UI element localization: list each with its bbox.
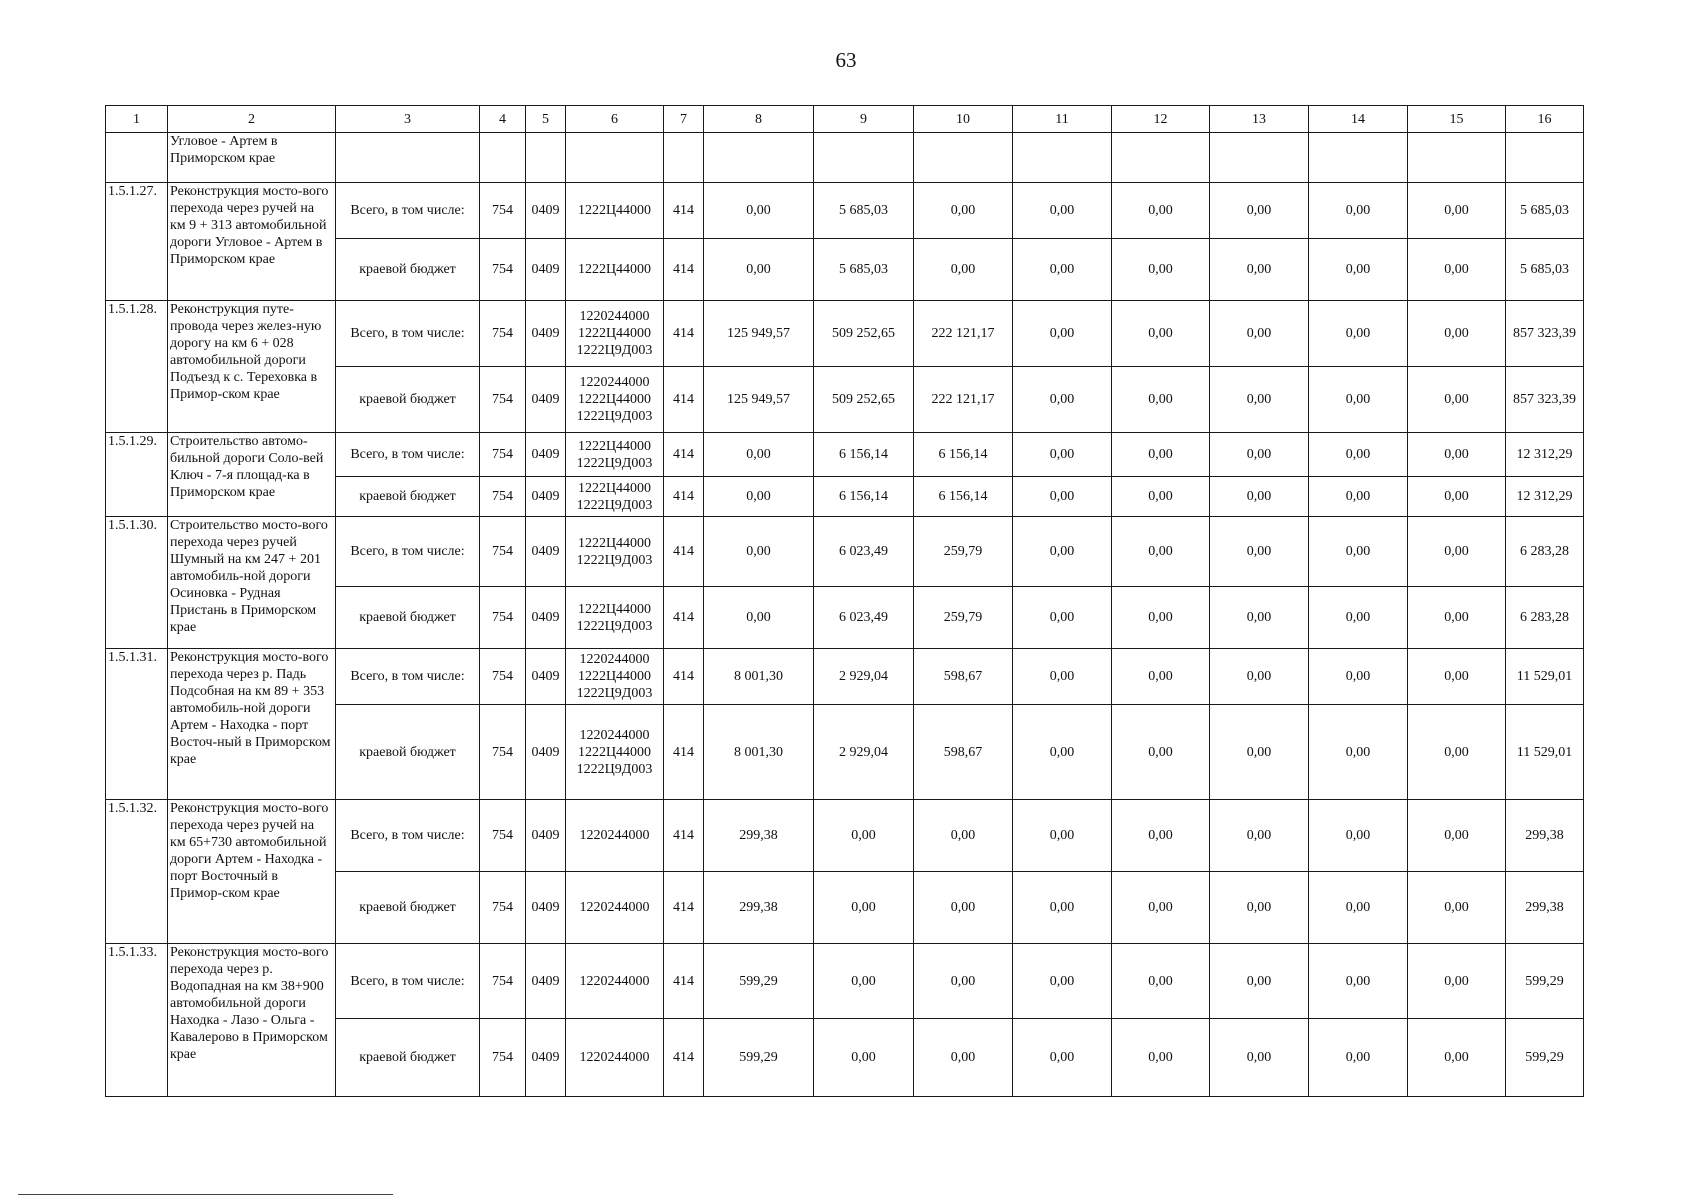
amount-cell-col-10: 0,00 bbox=[914, 183, 1013, 239]
amount-cell-col-13: 0,00 bbox=[1210, 872, 1309, 944]
amount-cell-col-12: 0,00 bbox=[1112, 239, 1210, 301]
amount-cell-col-14: 0,00 bbox=[1309, 433, 1408, 477]
amount-cell-col-8: 299,38 bbox=[704, 872, 814, 944]
target-article-line: 1222Ц9Д003 bbox=[576, 552, 653, 568]
amount-cell-col-9: 5 685,03 bbox=[814, 183, 914, 239]
column-header-12: 12 bbox=[1112, 106, 1210, 133]
amount-cell-col-11: 0,00 bbox=[1013, 301, 1112, 367]
amount-cell-col-8: 0,00 bbox=[704, 183, 814, 239]
amount-cell-col-9: 2 929,04 bbox=[814, 705, 914, 800]
column-header-14: 14 bbox=[1309, 106, 1408, 133]
target-article-cell bbox=[566, 477, 664, 517]
amount-cell-col-11: 0,00 bbox=[1013, 800, 1112, 872]
target-article-line: 1222Ц44000 bbox=[577, 601, 652, 617]
target-article-cell bbox=[566, 239, 664, 301]
column-header-11: 11 bbox=[1013, 106, 1112, 133]
funding-source-cell: краевой бюджет bbox=[336, 1019, 480, 1097]
amount-cell-col-15: 0,00 bbox=[1408, 649, 1506, 705]
item-number-cell: 1.5.1.27. bbox=[106, 183, 168, 301]
target-article-line: 1220244000 bbox=[579, 309, 650, 324]
empty-cell bbox=[704, 133, 814, 183]
amount-cell-col-14: 0,00 bbox=[1309, 301, 1408, 367]
target-article-cell bbox=[566, 367, 664, 433]
expense-type-cell: 414 bbox=[664, 944, 704, 1019]
amount-cell-col-16: 857 323,39 bbox=[1506, 301, 1584, 367]
target-article-cell bbox=[566, 1019, 664, 1097]
item-number-cell: 1.5.1.32. bbox=[106, 800, 168, 944]
amount-cell-col-10: 598,67 bbox=[914, 705, 1013, 800]
ministry-code-cell: 754 bbox=[480, 517, 526, 587]
amount-cell-col-10: 0,00 bbox=[914, 1019, 1013, 1097]
amount-cell-col-13: 0,00 bbox=[1210, 705, 1309, 800]
target-article-line: 1220244000 bbox=[579, 727, 650, 743]
target-article-line: 1220244000 bbox=[579, 828, 650, 843]
column-header-6: 6 bbox=[566, 106, 664, 133]
amount-cell-col-14: 0,00 bbox=[1309, 944, 1408, 1019]
amount-cell-col-10: 222 121,17 bbox=[914, 301, 1013, 367]
funding-source-cell: Всего, в том числе: bbox=[336, 183, 480, 239]
target-article-line: 1222Ц44000 bbox=[577, 480, 652, 496]
amount-cell-col-16: 599,29 bbox=[1506, 1019, 1584, 1097]
amount-cell-col-15: 0,00 bbox=[1408, 183, 1506, 239]
target-article-line: 1222Ц9Д003 bbox=[576, 409, 653, 424]
amount-cell-col-14: 0,00 bbox=[1309, 517, 1408, 587]
target-article-line: 1222Ц9Д003 bbox=[576, 618, 653, 634]
amount-cell-col-15: 0,00 bbox=[1408, 800, 1506, 872]
footnote-separator-line bbox=[18, 1194, 393, 1195]
expense-type-cell: 414 bbox=[664, 367, 704, 433]
section-code-cell: 0409 bbox=[526, 872, 566, 944]
amount-cell-col-12: 0,00 bbox=[1112, 301, 1210, 367]
target-article-line: 1222Ц44000 bbox=[577, 744, 652, 760]
amount-cell-col-10: 0,00 bbox=[914, 944, 1013, 1019]
empty-cell bbox=[664, 133, 704, 183]
amount-cell-col-9: 6 023,49 bbox=[814, 517, 914, 587]
funding-source-cell: Всего, в том числе: bbox=[336, 649, 480, 705]
amount-cell-col-14: 0,00 bbox=[1309, 705, 1408, 800]
amount-cell-col-11: 0,00 bbox=[1013, 1019, 1112, 1097]
amount-cell-col-15: 0,00 bbox=[1408, 1019, 1506, 1097]
amount-cell-col-8: 0,00 bbox=[704, 433, 814, 477]
ministry-code-cell: 754 bbox=[480, 649, 526, 705]
empty-cell bbox=[1210, 133, 1309, 183]
amount-cell-col-16: 857 323,39 bbox=[1506, 367, 1584, 433]
amount-cell-col-14: 0,00 bbox=[1309, 872, 1408, 944]
target-article-line: 1222Ц9Д003 bbox=[576, 497, 653, 513]
amount-cell-col-16: 299,38 bbox=[1506, 800, 1584, 872]
amount-cell-col-11: 0,00 bbox=[1013, 872, 1112, 944]
amount-cell-col-8: 599,29 bbox=[704, 944, 814, 1019]
amount-cell-col-9: 0,00 bbox=[814, 800, 914, 872]
expense-type-cell: 414 bbox=[664, 301, 704, 367]
amount-cell-col-15: 0,00 bbox=[1408, 517, 1506, 587]
amount-cell-col-9: 6 023,49 bbox=[814, 587, 914, 649]
funding-source-cell: краевой бюджет bbox=[336, 239, 480, 301]
expense-type-cell: 414 bbox=[664, 649, 704, 705]
target-article-cell bbox=[566, 800, 664, 872]
amount-cell-col-12: 0,00 bbox=[1112, 1019, 1210, 1097]
column-header-3: 3 bbox=[336, 106, 480, 133]
amount-cell-col-16: 11 529,01 bbox=[1506, 649, 1584, 705]
amount-cell-col-10: 0,00 bbox=[914, 872, 1013, 944]
table-body bbox=[106, 133, 1584, 1097]
amount-cell-col-13: 0,00 bbox=[1210, 587, 1309, 649]
section-code-cell: 0409 bbox=[526, 1019, 566, 1097]
table-row bbox=[106, 649, 1584, 705]
amount-cell-col-8: 599,29 bbox=[704, 1019, 814, 1097]
amount-cell-col-9: 509 252,65 bbox=[814, 367, 914, 433]
header-row bbox=[106, 106, 1584, 133]
section-code-cell: 0409 bbox=[526, 301, 566, 367]
amount-cell-col-9: 6 156,14 bbox=[814, 477, 914, 517]
ministry-code-cell: 754 bbox=[480, 944, 526, 1019]
amount-cell-col-12: 0,00 bbox=[1112, 433, 1210, 477]
amount-cell-col-8: 0,00 bbox=[704, 587, 814, 649]
page-number: 63 bbox=[835, 48, 857, 72]
amount-cell-col-8: 8 001,30 bbox=[704, 705, 814, 800]
amount-cell-col-15: 0,00 bbox=[1408, 587, 1506, 649]
expense-type-cell: 414 bbox=[664, 587, 704, 649]
funding-source-cell: Всего, в том числе: bbox=[336, 433, 480, 477]
amount-cell-col-13: 0,00 bbox=[1210, 301, 1309, 367]
continuation-name-cell: Угловое - Артем в Приморском крае bbox=[168, 133, 336, 183]
item-name-cell: Реконструкция мосто-вого перехода через ручей на км 9 + 313 автомобильной дороги Угловое - Артем в Приморском крае bbox=[168, 183, 336, 301]
funding-source-cell: Всего, в том числе: bbox=[336, 944, 480, 1019]
column-header-13: 13 bbox=[1210, 106, 1309, 133]
section-code-cell: 0409 bbox=[526, 517, 566, 587]
column-header-15: 15 bbox=[1408, 106, 1506, 133]
amount-cell-col-12: 0,00 bbox=[1112, 800, 1210, 872]
amount-cell-col-9: 2 929,04 bbox=[814, 649, 914, 705]
amount-cell-col-11: 0,00 bbox=[1013, 587, 1112, 649]
amount-cell-col-10: 0,00 bbox=[914, 239, 1013, 301]
amount-cell-col-14: 0,00 bbox=[1309, 367, 1408, 433]
budget-table bbox=[105, 105, 1584, 1097]
funding-source-cell: краевой бюджет bbox=[336, 872, 480, 944]
amount-cell-col-10: 6 156,14 bbox=[914, 477, 1013, 517]
amount-cell-col-15: 0,00 bbox=[1408, 944, 1506, 1019]
continuation-index-cell bbox=[106, 133, 168, 183]
amount-cell-col-11: 0,00 bbox=[1013, 477, 1112, 517]
ministry-code-cell: 754 bbox=[480, 872, 526, 944]
target-article-cell bbox=[566, 301, 664, 367]
target-article-line: 1222Ц44000 bbox=[577, 392, 652, 407]
table-row bbox=[106, 183, 1584, 239]
amount-cell-col-9: 509 252,65 bbox=[814, 301, 914, 367]
section-code-cell: 0409 bbox=[526, 433, 566, 477]
ministry-code-cell: 754 bbox=[480, 239, 526, 301]
amount-cell-col-13: 0,00 bbox=[1210, 433, 1309, 477]
amount-cell-col-13: 0,00 bbox=[1210, 944, 1309, 1019]
funding-source-cell: краевой бюджет bbox=[336, 587, 480, 649]
amount-cell-col-11: 0,00 bbox=[1013, 239, 1112, 301]
target-article-line: 1222Ц44000 bbox=[577, 326, 652, 341]
target-article-line: 1220244000 bbox=[579, 900, 650, 915]
expense-type-cell: 414 bbox=[664, 433, 704, 477]
ministry-code-cell: 754 bbox=[480, 587, 526, 649]
empty-cell bbox=[480, 133, 526, 183]
section-code-cell: 0409 bbox=[526, 477, 566, 517]
expense-type-cell: 414 bbox=[664, 183, 704, 239]
empty-cell bbox=[336, 133, 480, 183]
amount-cell-col-11: 0,00 bbox=[1013, 517, 1112, 587]
amount-cell-col-9: 5 685,03 bbox=[814, 239, 914, 301]
table-row bbox=[106, 433, 1584, 477]
target-article-cell bbox=[566, 183, 664, 239]
amount-cell-col-12: 0,00 bbox=[1112, 944, 1210, 1019]
column-header-8: 8 bbox=[704, 106, 814, 133]
section-code-cell: 0409 bbox=[526, 705, 566, 800]
amount-cell-col-15: 0,00 bbox=[1408, 872, 1506, 944]
amount-cell-col-8: 299,38 bbox=[704, 800, 814, 872]
amount-cell-col-9: 0,00 bbox=[814, 1019, 914, 1097]
expense-type-cell: 414 bbox=[664, 872, 704, 944]
amount-cell-col-15: 0,00 bbox=[1408, 367, 1506, 433]
empty-cell bbox=[526, 133, 566, 183]
amount-cell-col-14: 0,00 bbox=[1309, 477, 1408, 517]
funding-source-cell: краевой бюджет bbox=[336, 477, 480, 517]
amount-cell-col-11: 0,00 bbox=[1013, 367, 1112, 433]
column-header-10: 10 bbox=[914, 106, 1013, 133]
amount-cell-col-16: 299,38 bbox=[1506, 872, 1584, 944]
amount-cell-col-9: 0,00 bbox=[814, 944, 914, 1019]
ministry-code-cell: 754 bbox=[480, 1019, 526, 1097]
item-name-cell: Реконструкция путе-провода через желез-ную дорогу на км 6 + 028 автомобильной дороги Подъезд к с. Тереховка в Примор-ском крае bbox=[168, 301, 336, 433]
amount-cell-col-8: 0,00 bbox=[704, 517, 814, 587]
amount-cell-col-8: 0,00 bbox=[704, 239, 814, 301]
section-code-cell: 0409 bbox=[526, 239, 566, 301]
section-code-cell: 0409 bbox=[526, 587, 566, 649]
amount-cell-col-12: 0,00 bbox=[1112, 587, 1210, 649]
amount-cell-col-13: 0,00 bbox=[1210, 183, 1309, 239]
empty-cell bbox=[814, 133, 914, 183]
amount-cell-col-16: 5 685,03 bbox=[1506, 239, 1584, 301]
table-row bbox=[106, 301, 1584, 367]
column-header-2: 2 bbox=[168, 106, 336, 133]
amount-cell-col-12: 0,00 bbox=[1112, 367, 1210, 433]
amount-cell-col-11: 0,00 bbox=[1013, 183, 1112, 239]
target-article-cell bbox=[566, 872, 664, 944]
amount-cell-col-14: 0,00 bbox=[1309, 587, 1408, 649]
amount-cell-col-10: 598,67 bbox=[914, 649, 1013, 705]
target-article-line: 1220244000 bbox=[579, 973, 650, 989]
item-number-cell: 1.5.1.30. bbox=[106, 517, 168, 649]
item-number-cell: 1.5.1.31. bbox=[106, 649, 168, 800]
amount-cell-col-11: 0,00 bbox=[1013, 944, 1112, 1019]
amount-cell-col-12: 0,00 bbox=[1112, 705, 1210, 800]
amount-cell-col-15: 0,00 bbox=[1408, 301, 1506, 367]
amount-cell-col-13: 0,00 bbox=[1210, 1019, 1309, 1097]
expense-type-cell: 414 bbox=[664, 800, 704, 872]
amount-cell-col-11: 0,00 bbox=[1013, 705, 1112, 800]
amount-cell-col-16: 6 283,28 bbox=[1506, 517, 1584, 587]
continuation-row bbox=[106, 133, 1584, 183]
ministry-code-cell: 754 bbox=[480, 800, 526, 872]
amount-cell-col-12: 0,00 bbox=[1112, 477, 1210, 517]
amount-cell-col-15: 0,00 bbox=[1408, 433, 1506, 477]
amount-cell-col-9: 6 156,14 bbox=[814, 433, 914, 477]
section-code-cell: 0409 bbox=[526, 944, 566, 1019]
target-article-line: 1222Ц9Д003 bbox=[576, 761, 653, 777]
amount-cell-col-13: 0,00 bbox=[1210, 239, 1309, 301]
target-article-cell bbox=[566, 944, 664, 1019]
target-article-cell bbox=[566, 433, 664, 477]
amount-cell-col-8: 8 001,30 bbox=[704, 649, 814, 705]
funding-source-cell: Всего, в том числе: bbox=[336, 800, 480, 872]
expense-type-cell: 414 bbox=[664, 239, 704, 301]
empty-cell bbox=[1506, 133, 1584, 183]
empty-cell bbox=[1013, 133, 1112, 183]
amount-cell-col-14: 0,00 bbox=[1309, 239, 1408, 301]
amount-cell-col-11: 0,00 bbox=[1013, 433, 1112, 477]
expense-type-cell: 414 bbox=[664, 1019, 704, 1097]
amount-cell-col-13: 0,00 bbox=[1210, 800, 1309, 872]
amount-cell-col-10: 259,79 bbox=[914, 587, 1013, 649]
amount-cell-col-14: 0,00 bbox=[1309, 800, 1408, 872]
amount-cell-col-16: 5 685,03 bbox=[1506, 183, 1584, 239]
empty-cell bbox=[1112, 133, 1210, 183]
table-header bbox=[106, 106, 1584, 133]
funding-source-cell: Всего, в том числе: bbox=[336, 301, 480, 367]
amount-cell-col-10: 222 121,17 bbox=[914, 367, 1013, 433]
empty-cell bbox=[914, 133, 1013, 183]
amount-cell-col-13: 0,00 bbox=[1210, 649, 1309, 705]
target-article-line: 1222Ц9Д003 bbox=[576, 455, 653, 471]
amount-cell-col-8: 125 949,57 bbox=[704, 367, 814, 433]
item-number-cell: 1.5.1.29. bbox=[106, 433, 168, 517]
target-article-line: 1222Ц44000 bbox=[577, 438, 652, 454]
target-article-line: 1222Ц9Д003 bbox=[576, 686, 653, 701]
amount-cell-col-13: 0,00 bbox=[1210, 517, 1309, 587]
amount-cell-col-12: 0,00 bbox=[1112, 872, 1210, 944]
amount-cell-col-10: 0,00 bbox=[914, 800, 1013, 872]
target-article-line: 1220244000 bbox=[579, 652, 650, 667]
column-header-4: 4 bbox=[480, 106, 526, 133]
item-name-cell: Строительство мосто-вого перехода через ручей Шумный на км 247 + 201 автомобиль-ной дороги Осиновка - Рудная Пристань в Приморском крае bbox=[168, 517, 336, 649]
column-header-9: 9 bbox=[814, 106, 914, 133]
amount-cell-col-14: 0,00 bbox=[1309, 1019, 1408, 1097]
target-article-cell bbox=[566, 649, 664, 705]
ministry-code-cell: 754 bbox=[480, 705, 526, 800]
column-header-5: 5 bbox=[526, 106, 566, 133]
item-number-cell: 1.5.1.33. bbox=[106, 944, 168, 1097]
item-name-cell: Строительство автомо-бильной дороги Соло-вей Ключ - 7-я площад-ка в Приморском крае bbox=[168, 433, 336, 517]
empty-cell bbox=[566, 133, 664, 183]
target-article-line: 1220244000 bbox=[579, 1050, 650, 1065]
section-code-cell: 0409 bbox=[526, 183, 566, 239]
item-name-cell: Реконструкция мосто-вого перехода через р. Падь Подсобная на км 89 + 353 автомобиль-ной дороги Артем - Находка - порт Восточ-ный в Приморском крае bbox=[168, 649, 336, 800]
section-code-cell: 0409 bbox=[526, 800, 566, 872]
amount-cell-col-16: 599,29 bbox=[1506, 944, 1584, 1019]
amount-cell-col-14: 0,00 bbox=[1309, 649, 1408, 705]
target-article-line: 1222Ц44000 bbox=[577, 203, 652, 218]
amount-cell-col-15: 0,00 bbox=[1408, 705, 1506, 800]
amount-cell-col-15: 0,00 bbox=[1408, 477, 1506, 517]
amount-cell-col-11: 0,00 bbox=[1013, 649, 1112, 705]
expense-type-cell: 414 bbox=[664, 477, 704, 517]
target-article-line: 1222Ц9Д003 bbox=[576, 343, 653, 358]
amount-cell-col-12: 0,00 bbox=[1112, 183, 1210, 239]
target-article-cell bbox=[566, 705, 664, 800]
amount-cell-col-14: 0,00 bbox=[1309, 183, 1408, 239]
target-article-cell bbox=[566, 517, 664, 587]
funding-source-cell: краевой бюджет bbox=[336, 705, 480, 800]
item-name-cell: Реконструкция мосто-вого перехода через р. Водопадная на км 38+900 автомобильной дороги Находка - Лазо - Ольга - Кавалерово в Приморском крае bbox=[168, 944, 336, 1097]
funding-source-cell: Всего, в том числе: bbox=[336, 517, 480, 587]
amount-cell-col-9: 0,00 bbox=[814, 872, 914, 944]
amount-cell-col-16: 11 529,01 bbox=[1506, 705, 1584, 800]
table-row bbox=[106, 944, 1584, 1019]
amount-cell-col-12: 0,00 bbox=[1112, 517, 1210, 587]
target-article-line: 1222Ц44000 bbox=[577, 669, 652, 684]
target-article-line: 1222Ц44000 bbox=[577, 262, 652, 277]
amount-cell-col-13: 0,00 bbox=[1210, 367, 1309, 433]
amount-cell-col-8: 0,00 bbox=[704, 477, 814, 517]
amount-cell-col-10: 6 156,14 bbox=[914, 433, 1013, 477]
expense-type-cell: 414 bbox=[664, 517, 704, 587]
amount-cell-col-16: 12 312,29 bbox=[1506, 477, 1584, 517]
column-header-1: 1 bbox=[106, 106, 168, 133]
target-article-line: 1220244000 bbox=[579, 375, 650, 390]
table-row bbox=[106, 800, 1584, 872]
column-header-16: 16 bbox=[1506, 106, 1584, 133]
item-number-cell: 1.5.1.28. bbox=[106, 301, 168, 433]
column-header-7: 7 bbox=[664, 106, 704, 133]
amount-cell-col-12: 0,00 bbox=[1112, 649, 1210, 705]
amount-cell-col-16: 12 312,29 bbox=[1506, 433, 1584, 477]
amount-cell-col-15: 0,00 bbox=[1408, 239, 1506, 301]
amount-cell-col-13: 0,00 bbox=[1210, 477, 1309, 517]
section-code-cell: 0409 bbox=[526, 367, 566, 433]
table-row bbox=[106, 517, 1584, 587]
amount-cell-col-16: 6 283,28 bbox=[1506, 587, 1584, 649]
empty-cell bbox=[1408, 133, 1506, 183]
ministry-code-cell: 754 bbox=[480, 433, 526, 477]
ministry-code-cell: 754 bbox=[480, 301, 526, 367]
target-article-line: 1222Ц44000 bbox=[577, 535, 652, 551]
amount-cell-col-8: 125 949,57 bbox=[704, 301, 814, 367]
amount-cell-col-10: 259,79 bbox=[914, 517, 1013, 587]
target-article-cell bbox=[566, 587, 664, 649]
ministry-code-cell: 754 bbox=[480, 367, 526, 433]
item-name-cell: Реконструкция мосто-вого перехода через ручей на км 65+730 автомобильной дороги Артем - Находка - порт Восточный в Примор-ском крае bbox=[168, 800, 336, 944]
section-code-cell: 0409 bbox=[526, 649, 566, 705]
funding-source-cell: краевой бюджет bbox=[336, 367, 480, 433]
expense-type-cell: 414 bbox=[664, 705, 704, 800]
ministry-code-cell: 754 bbox=[480, 183, 526, 239]
ministry-code-cell: 754 bbox=[480, 477, 526, 517]
empty-cell bbox=[1309, 133, 1408, 183]
